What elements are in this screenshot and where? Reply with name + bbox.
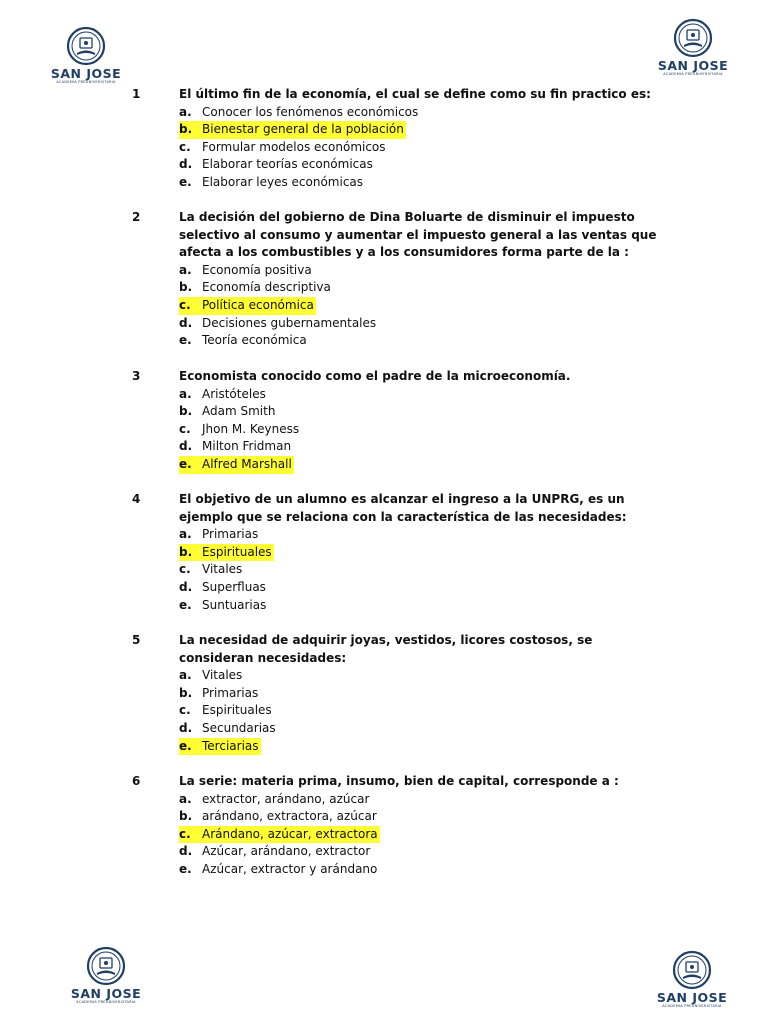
- crest-icon: [673, 18, 713, 58]
- question-number: 6: [132, 774, 141, 788]
- option-d: d. Milton Fridman: [179, 439, 292, 454]
- option-a: a. Primarias: [179, 527, 259, 542]
- option-d: d. Secundarias: [179, 721, 276, 735]
- question-text: La serie: materia prima, insumo, bien de capital, corresponde a :: [179, 774, 619, 788]
- option-e: e. Suntuarias: [179, 597, 267, 612]
- option-d: d. Azúcar, arándano, extractor: [179, 844, 371, 859]
- question-number: 4: [132, 492, 141, 506]
- question-text: El objetivo de un alumno es alcanzar el ingreso a la UNPRG, es un ejemplo que se relaciona con la característica de las necesidades:: [179, 492, 627, 524]
- option-a: a. Economía positiva: [179, 262, 312, 277]
- crest-icon: [672, 950, 712, 990]
- option-b: b. Adam Smith: [179, 404, 276, 419]
- question-text: La necesidad de adquirir joyas, vestidos, licores costosos, se consideran necesidades:: [179, 633, 593, 665]
- question-number: 3: [132, 369, 141, 383]
- option-b-answer: b. Bienestar general de la población: [179, 121, 406, 139]
- option-b: b. arándano, extractora, azúcar: [179, 809, 377, 824]
- logo-brand: SAN JOSE: [656, 990, 728, 1005]
- option-d: d. Elaborar teorías económicas: [179, 157, 373, 172]
- question-text: El último fin de la economía, el cual se define como su fin practico es:: [179, 87, 651, 101]
- logo-tagline: ACADEMIA PREUNIVERSITARIA: [76, 1000, 136, 1004]
- option-c: c. Espirituales: [179, 703, 272, 718]
- question-text: La decisión del gobierno de Dina Boluarte de disminuir el impuesto selectivo al consumo y aumentar el impuesto general a las ventas que afecta a los combustibles y a los consumidores forma parte de la :: [179, 210, 657, 260]
- option-a: a. Aristóteles: [179, 386, 266, 401]
- logo-tagline: ACADEMIA PREUNIVERSITARIA: [662, 1004, 722, 1008]
- option-b: b. Economía descriptiva: [179, 280, 331, 295]
- crest-icon: [86, 946, 126, 986]
- option-e: e. Azúcar, extractor y arándano: [179, 862, 378, 876]
- option-c: c. Vitales: [179, 562, 243, 577]
- logo-top-left: [49, 26, 123, 92]
- option-a: a. Vitales: [179, 668, 243, 683]
- question-text: Economista conocido como el padre de la microeconomía.: [179, 369, 571, 383]
- option-e: e. Elaborar leyes económicas: [179, 175, 364, 189]
- option-b-answer: b. Espirituales: [179, 544, 274, 562]
- question-number: 1: [132, 87, 141, 101]
- logo-top-right: [656, 18, 730, 84]
- logo-brand: SAN JOSE: [50, 66, 122, 81]
- logo-tagline: ACADEMIA PREUNIVERSITARIA: [56, 80, 116, 84]
- logo-bottom-right: [655, 950, 729, 1016]
- question-number: 2: [132, 210, 141, 224]
- option-a: a. Conocer los fenómenos económicos: [179, 104, 419, 119]
- option-d: d. Superfluas: [179, 580, 266, 594]
- logo-brand: SAN JOSE: [70, 986, 142, 1001]
- option-c: c. Jhon M. Keyness: [179, 421, 300, 436]
- option-c-answer: c. Política económica: [179, 297, 316, 315]
- logo-bottom-left: [69, 946, 143, 1012]
- option-e-answer: e. Terciarias: [179, 738, 261, 756]
- option-a: a. extractor, arándano, azúcar: [179, 791, 370, 806]
- logo-tagline: ACADEMIA PREUNIVERSITARIA: [663, 72, 723, 76]
- logo-brand: SAN JOSE: [657, 58, 729, 73]
- option-b: b. Primarias: [179, 685, 259, 700]
- option-c: c. Formular modelos económicos: [179, 139, 386, 154]
- crest-icon: [66, 26, 106, 66]
- option-c-answer: c. Arándano, azúcar, extractora: [179, 826, 380, 844]
- question-number: 5: [132, 633, 141, 647]
- option-e-answer: e. Alfred Marshall: [179, 456, 294, 474]
- option-e: e. Teoría económica: [179, 333, 307, 348]
- option-d: d. Decisiones gubernamentales: [179, 315, 377, 330]
